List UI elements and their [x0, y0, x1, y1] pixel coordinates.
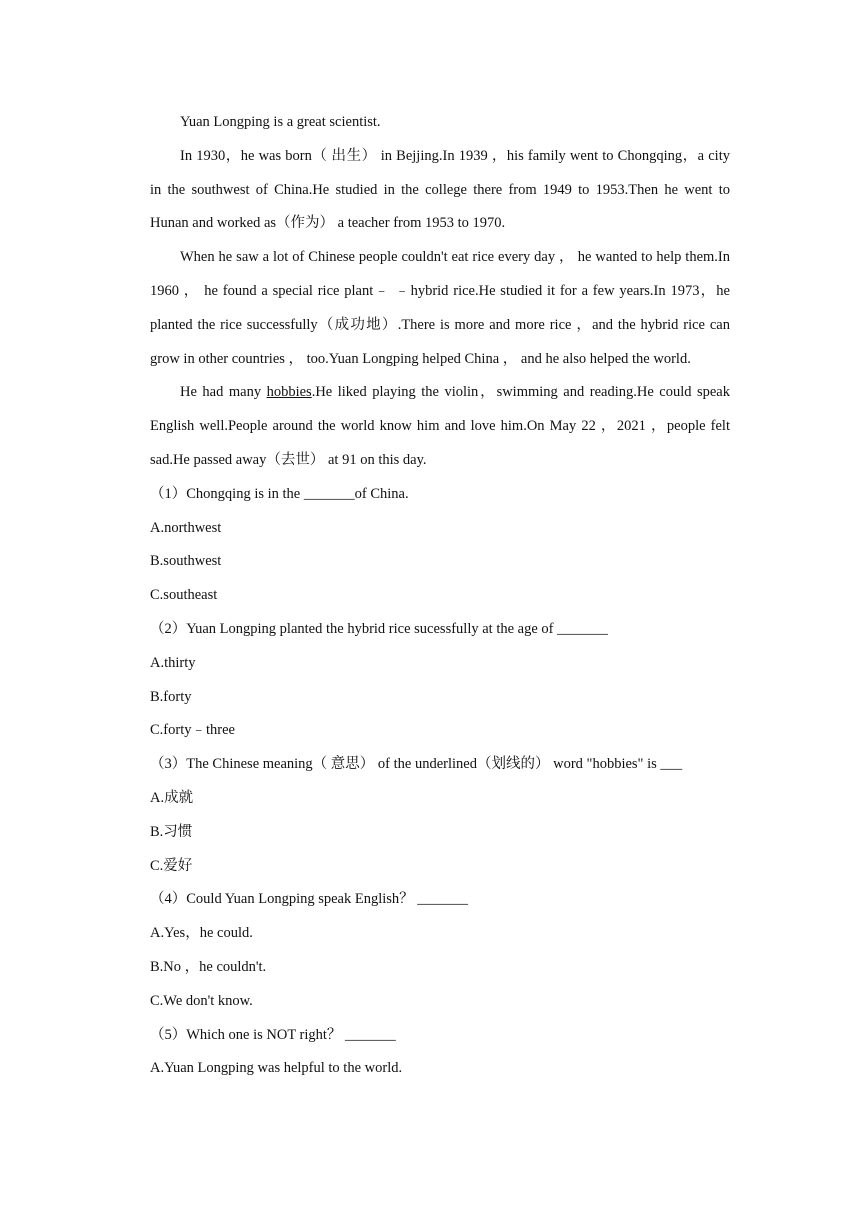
answer-option-a: A.thirty	[150, 654, 196, 671]
answer-option-c: C.We don't know.	[150, 992, 253, 1009]
question-stem: （1）Chongqing is in the _______of China.	[150, 485, 409, 502]
answer-option-c: C.forty﹣three	[150, 722, 235, 739]
passage-paragraph-2: In 1930，he was born（ 出生） in Bejjing.In 1939 ，his family went to Chongqing，a city in the southwest of China.He studied in the college there from 1949 to 1953.Then he went to Hunan and worked as（作为） a teacher from 1953 to 1970.	[150, 147, 730, 232]
answer-option-b: B.southwest	[150, 553, 222, 570]
answer-option-c: C.爱好	[150, 857, 193, 874]
question-1	[150, 478, 730, 613]
answer-option-a: A.Yuan Longping was helpful to the world.	[150, 1060, 403, 1077]
question-stem: （3）The Chinese meaning（ 意思） of the underlined（划线的） word "hobbies" is ___	[150, 756, 683, 773]
passage-paragraph-1: Yuan Longping is a great scientist.	[180, 114, 381, 130]
question-5	[150, 1019, 730, 1087]
passage-paragraph-3: When he saw a lot of Chinese people couldn't eat rice every day ， he wanted to help them.In 1960 ， he found a special rice plant﹣ ﹣hybrid rice.He studied it for a few years.In 1973，he planted the rice successfully（成功地）.There is more and more rice ，and the hybrid rice can grow in other countries ， too.Yuan Longping helped China ， and he also helped the world.	[150, 249, 730, 367]
answer-option-a: A.成就	[150, 789, 194, 806]
question-3	[150, 748, 730, 883]
reading-passage	[150, 106, 730, 478]
question-stem: （5）Which one is NOT right？ _______	[150, 1026, 396, 1043]
answer-option-a: A.northwest	[150, 519, 222, 536]
answer-option-b: B.forty	[150, 688, 192, 705]
question-stem: （2）Yuan Longping planted the hybrid rice sucessfully at the age of _______	[150, 620, 608, 637]
paragraph-4-rest-text: .He liked playing the violin，swimming and reading.He could speak English well.People around the world know him and love him.On May 22 ，2021 ，people felt sad.He passed away（去世） at 91 on this day.	[150, 384, 730, 468]
paragraph-4-lead-text: He had many	[180, 384, 267, 401]
question-stem: （4）Could Yuan Longping speak English？ _______	[150, 891, 469, 908]
answer-option-b: B.No ，he couldn't.	[150, 958, 267, 975]
answer-option-a: A.Yes，he could.	[150, 925, 253, 942]
question-2	[150, 613, 730, 748]
passage-paragraph-4	[150, 376, 730, 477]
answer-option-b: B.习惯	[150, 823, 193, 840]
answer-option-c: C.southeast	[150, 587, 218, 604]
worksheet-page	[150, 106, 730, 1086]
underlined-word-hobbies: hobbies	[266, 384, 312, 401]
question-list	[150, 478, 730, 1086]
question-4	[150, 883, 730, 1018]
